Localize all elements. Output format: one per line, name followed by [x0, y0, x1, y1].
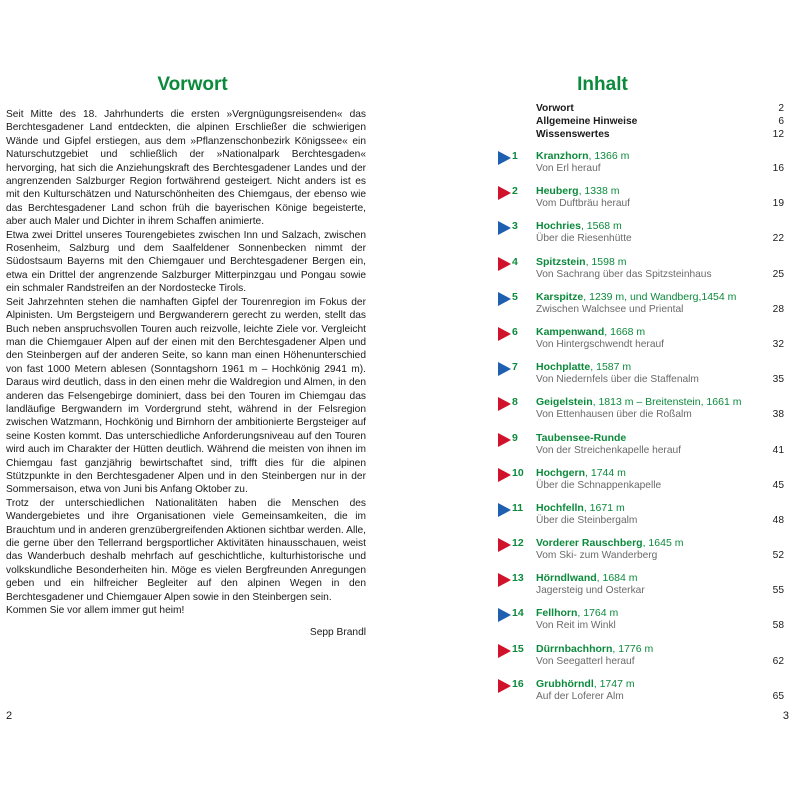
tour-page: 62: [772, 655, 784, 667]
tour-title: [536, 678, 635, 690]
front-matter-label: Allgemeine Hinweise: [536, 116, 638, 127]
triangle-marker-icon: [498, 573, 511, 587]
front-matter-list: [536, 102, 784, 141]
tour-entry[interactable]: [498, 218, 784, 253]
tour-name: Kampenwand: [536, 325, 605, 338]
triangle-marker-icon: [498, 644, 511, 658]
tour-page: 28: [772, 303, 784, 315]
tour-number: 5: [512, 290, 518, 303]
tour-route: Von Niedernfels über die Staffenalm: [536, 374, 699, 386]
tour-page: 19: [772, 198, 784, 210]
tour-elevation: , 1568 m: [580, 220, 622, 233]
triangle-marker-icon: [498, 151, 511, 165]
triangle-marker-icon: [498, 257, 511, 271]
tour-elevation: , 1366 m: [588, 150, 630, 162]
tour-entry[interactable]: [498, 359, 784, 394]
tour-route: Von Hintergschwendt herauf: [536, 338, 664, 350]
tour-title: [536, 361, 631, 373]
tour-name: Fellhorn: [536, 607, 578, 620]
tour-name: Dürrnbachhorn: [536, 642, 613, 655]
tour-page: 58: [772, 620, 784, 632]
tour-entry[interactable]: [498, 254, 784, 289]
tour-entry[interactable]: [498, 500, 784, 535]
tour-list: [498, 148, 784, 711]
tour-entry[interactable]: [498, 289, 784, 324]
tour-number: 3: [512, 220, 518, 233]
tour-title: [536, 643, 653, 655]
left-page: [0, 0, 397, 795]
tour-entry[interactable]: [498, 324, 784, 359]
tour-route: Vom Ski- zum Wanderberg: [536, 550, 658, 562]
author-signature: Sepp Brandl: [309, 627, 366, 638]
tour-number: 14: [512, 607, 524, 620]
tour-page: 41: [772, 444, 784, 456]
front-matter-item[interactable]: [536, 128, 784, 141]
tour-route: Von der Streichenkapelle herauf: [536, 444, 681, 456]
tour-number: 1: [512, 150, 518, 162]
triangle-marker-icon: [498, 608, 511, 622]
tour-elevation: , 1587 m: [590, 361, 632, 374]
tour-title: [536, 396, 741, 408]
tour-name: Hochgern: [536, 466, 586, 479]
tour-page: 55: [772, 585, 784, 597]
tour-number: 7: [512, 361, 518, 374]
tour-name: Spitzstein: [536, 255, 586, 268]
tour-page: 16: [772, 163, 784, 174]
front-matter-page: 6: [778, 116, 784, 127]
front-matter-label: Wissenswertes: [536, 129, 610, 140]
tour-title: [536, 537, 683, 549]
tour-elevation: , 1338 m: [578, 185, 620, 198]
preface-paragraph: Seit Jahrzehnten stehen die namhaften Gipfel der Tourenregion im Fokus der Alpinisten. Um Bergsteigern und Bergwanderern gerecht zu werden, stellt das Buch neben anspruchsvollen Touren auch reizvolle, leichte Ziele vor. Vergleicht man die Chiemgauer Alpen auf der einen mit den Berchtesgadener Alpen und den Steinbergen auf der anderen Seite, so kann man einen Höhenunterschied von fast 1000 Metern ablesen (Sonntagshorn 1961 m – Hochkönig 2941 m). Daraus wird deutlich, dass in den einen mehr die Waldregion und Almen, in den anderen das Felsengebirge dominiert, dass bei den Touren im Chiemgau das landläufige Bergwandern im Vordergrund steht, während in der Felsregion zwischen Watzmann, Hochkönig und Birnhorn der ambitionierte Bergsteiger auf seine Kosten kommt. Das unterschiedliche Anforderungsniveau auf den Touren wird auch im Charakter der Hütten deutlich. Während die meisten von ihnen im Chiemgau fast ganzjährig bewirtschaftet sind, trifft dies für die alpinen Stützpunkte in den Berchtesgadener Alpen und in den Steinbergen nur in der Sommersaison, etwa von Juni bis Anfang Oktober zu.: [6, 296, 366, 496]
tour-number: 12: [512, 537, 524, 550]
tour-route: Von Reit im Winkl: [536, 620, 616, 632]
page-number: 2: [6, 710, 13, 722]
tour-name: Grubhörndl: [536, 677, 594, 690]
tour-elevation: , 1668 m: [604, 325, 646, 338]
tour-entry[interactable]: [498, 535, 784, 570]
tour-route: Von Ettenhausen über die Roßalm: [536, 409, 692, 421]
tour-name: Hochfelln: [536, 501, 584, 514]
triangle-marker-icon: [498, 186, 511, 200]
tour-elevation: , 1645 m: [642, 537, 684, 550]
tour-title: [536, 326, 645, 338]
preface-text: [6, 108, 366, 617]
tour-title: [536, 572, 638, 584]
tour-name: Hochries: [536, 220, 581, 233]
tour-title: [536, 185, 619, 197]
tour-entry[interactable]: [498, 394, 784, 429]
tour-route: Über die Schnappenkapelle: [536, 479, 662, 491]
tour-name: Karspitze: [536, 290, 584, 303]
tour-title: [536, 432, 626, 444]
tour-entry[interactable]: [498, 183, 784, 218]
front-matter-page: 2: [778, 103, 784, 114]
tour-name: Hochplatte: [536, 361, 591, 374]
page-number: 3: [782, 710, 789, 722]
triangle-marker-icon: [498, 679, 511, 693]
tour-route: Vom Duftbräu herauf: [536, 198, 631, 210]
tour-elevation: , 1684 m: [596, 572, 638, 585]
front-matter-label: Vorwort: [536, 103, 574, 114]
tour-number: 4: [512, 255, 518, 268]
tour-title: [536, 291, 736, 303]
preface-heading: Vorwort: [157, 74, 228, 95]
tour-title: [536, 256, 626, 268]
contents-heading: Inhalt: [577, 74, 628, 95]
tour-page: 48: [772, 514, 784, 526]
tour-number: 8: [512, 396, 518, 409]
triangle-marker-icon: [498, 538, 511, 552]
tour-entry[interactable]: [498, 676, 784, 711]
tour-number: 16: [512, 677, 524, 690]
front-matter-page: 12: [772, 129, 784, 140]
tour-route: Jagersteig und Osterkar: [536, 585, 645, 597]
tour-route: Von Seegatterl herauf: [536, 655, 635, 667]
tour-title: [536, 467, 626, 479]
tour-elevation: , 1671 m: [583, 501, 625, 514]
preface-paragraph: Seit Mitte des 18. Jahrhunderts die ersten »Vergnügungsreisenden« das Berchtesgadener Land entdeckten, die alpinen Erschließer die schwierigen Wände und Gipfel erstiegen, aus dem »Pflanzenschonbezirk Königssee« ein Naturschutzgebiet und schließlich der »Nationalpark Berchtesgaden« hervorging, hat sich die Anziehungskraft des Berchtesgadener Landes und der angrenzenden Salzburger Region fortwährend gesteigert. Nicht anders ist es mit den Kulturschätzen und Naturschönheiten des Chiemgaus, der ebenso wie das Berchtesgadener Land schon früh die bayerischen Könige begeisterte, aber auch Maler und Dichter in ihrem Schaffen animierte.: [6, 109, 366, 228]
tour-title: [536, 502, 625, 514]
tour-number: 9: [512, 431, 518, 444]
tour-route: Zwischen Walchsee und Priental: [536, 303, 684, 315]
triangle-marker-icon: [498, 468, 511, 482]
tour-route: Von Erl herauf: [536, 163, 601, 174]
tour-number: 10: [512, 466, 524, 479]
preface-paragraph: Trotz der unterschiedlichen Nationalitäten haben die Menschen des Wandergebietes und ihre Organisationen viele Gemeinsamkeiten, die im Brauchtum und in anderen grenzübergreifenden Aktionen sichtbar werden. Alle, die gerne über den Tellerrand bergsportlicher Aktivitäten hinausschauen, weist das Wanderbuch deshalb mehrfach auf geschichtliche, kulturhistorische und volkskundliche Besonderheiten hin. Möge es vielen Bergfreunden Anregungen geben und ein hilfreicher Begleiter auf den alpinen Wegen in den Berchtesgadener und Chiemgauer Alpen sowie in den Steinbergen sein.: [6, 497, 366, 603]
tour-page: 65: [772, 690, 784, 702]
tour-name: Geigelstein: [536, 396, 593, 409]
tour-route: Über die Steinbergalm: [536, 514, 638, 526]
tour-entry[interactable]: [498, 605, 784, 640]
tour-page: 35: [772, 374, 784, 386]
tour-elevation: , 1764 m: [577, 607, 619, 620]
tour-entry[interactable]: [498, 148, 784, 183]
tour-page: 25: [772, 268, 784, 280]
tour-elevation: , 1813 m – Breitenstein, 1661 m: [592, 396, 742, 409]
tour-page: 38: [772, 409, 784, 421]
triangle-marker-icon: [498, 397, 511, 411]
tour-title: [536, 607, 618, 619]
tour-entry[interactable]: [498, 465, 784, 500]
tour-page: 45: [772, 479, 784, 491]
tour-route: Von Sachrang über das Spitzsteinhaus: [536, 268, 712, 280]
tour-title: [536, 150, 629, 162]
tour-entry[interactable]: [498, 570, 784, 605]
preface-paragraph: Kommen Sie vor allem immer gut heim!: [6, 605, 185, 617]
front-matter-item[interactable]: [536, 102, 784, 115]
tour-page: 52: [772, 550, 784, 562]
tour-number: 15: [512, 642, 524, 655]
tour-route: Über die Riesenhütte: [536, 233, 632, 245]
tour-number: 2: [512, 185, 518, 198]
triangle-marker-icon: [498, 433, 511, 447]
tour-route: Auf der Loferer Alm: [536, 690, 624, 702]
triangle-marker-icon: [498, 221, 511, 235]
tour-name: Hörndlwand: [536, 572, 597, 585]
triangle-marker-icon: [498, 292, 511, 306]
tour-entry[interactable]: [498, 430, 784, 465]
triangle-marker-icon: [498, 503, 511, 517]
tour-name: Kranzhorn: [536, 150, 589, 162]
tour-page: 22: [772, 233, 784, 245]
tour-page: 32: [772, 338, 784, 350]
tour-elevation: , 1776 m: [612, 642, 654, 655]
tour-elevation: , 1598 m: [585, 255, 627, 268]
tour-name: Taubensee-Runde: [536, 431, 627, 444]
tour-number: 6: [512, 325, 518, 338]
tour-elevation: , 1747 m: [593, 677, 635, 690]
preface-paragraph: Etwa zwei Drittel unseres Tourengebietes zwischen Inn und Salzach, zwischen Rosenheim, Salzburg und dem Saalfeldener Sonnenbecken nimmt der Südostsaum Bayerns mit den Chiemgauer und Berchtesgadener Bergen ein, etwa ein Drittel der angrenzende Salzburger Mitterpinzgau und Pongau sowie ein schmaler Randstreifen an der Nordostecke Tirols.: [6, 229, 366, 295]
tour-number: 13: [512, 572, 524, 585]
tour-name: Vorderer Rauschberg: [536, 537, 643, 550]
tour-name: Heuberg: [536, 185, 579, 198]
triangle-marker-icon: [498, 362, 511, 376]
right-page: [398, 0, 795, 795]
front-matter-item[interactable]: [536, 115, 784, 128]
triangle-marker-icon: [498, 327, 511, 341]
tour-title: [536, 220, 622, 232]
tour-entry[interactable]: [498, 641, 784, 676]
tour-number: 11: [512, 501, 524, 514]
tour-elevation: , 1239 m, und Wandberg,1454 m: [583, 290, 737, 303]
tour-elevation: , 1744 m: [585, 466, 626, 479]
